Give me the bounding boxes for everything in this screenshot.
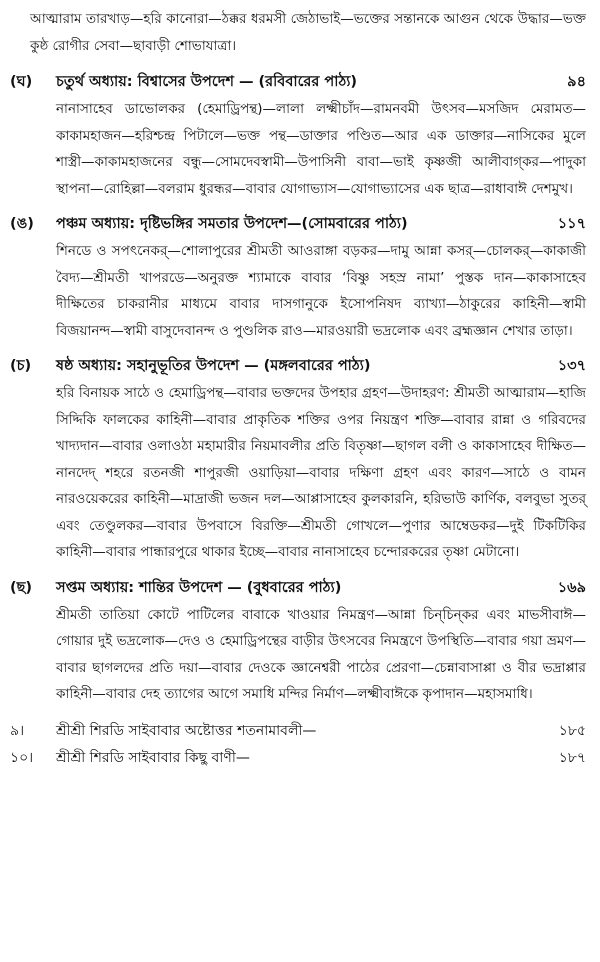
chapter-page-number: ১৬৯ bbox=[557, 579, 586, 596]
chapter-5 bbox=[10, 211, 586, 344]
chapter-heading bbox=[10, 211, 586, 238]
chapter-title: পঞ্চম অধ্যায়: দৃষ্টিভঙ্গির সমতার উপদেশ—(সোমবারের পাঠ্য) bbox=[56, 216, 408, 232]
list-item-page-number: ১৮৭ bbox=[558, 749, 586, 766]
chapter-4 bbox=[10, 69, 586, 202]
intro-paragraph: আত্মারাম তারখাড়—হরি কানোরা—ঠক্কর ধরমসী জেঠাভাই—ভক্তের সন্তানকে আগুন থেকে উদ্ধার—ভক্ত কুষ্ঠ রোগীর সেবা—ছাবাড়ী শোভাযাত্রা। bbox=[30, 11, 586, 54]
chapter-page-number: ৯৪ bbox=[567, 74, 586, 90]
chapter-summary: হরি বিনায়ক সাঠে ও হেমাড্রিপন্থ—বাবার ভক্তদের উপহার গ্রহণ—উদাহরণ: শ্রীমতী আত্মারাম—হাজি সিদ্দিকি ফালকের কাহিনী—বাবার প্রাকৃতিক শক্তির ওপর নিয়ন্ত্রণ শক্তি—বাবার রান্না ও গরিবদের খাদ্যদান—বাবার ওলাওঠা মহামারীর নিয়মাবলীর প্রতি বিতৃষ্ণা—ছাগল বলী ও কাকাসাহেব দীক্ষিত—নানদেদ্‌ শহরে রতনজী শাপুরজী ওয়াড়িয়া—বাবার দক্ষিণা গ্রহণ এবং কারণ—সাঠে ও বামন নারওয়েকরের কাহিনী—মাদ্রাজী ভজন দল—আপ্পাসাহেব কুলকারনি, হরিভাউ কার্ণিক, বলবুভা সুতর্ এবং তেণ্ডুলকর—বাবার উপবাসে বিরক্তি—শ্রীমতী গোখলে—পুণার আম্বেডকর—দুই টিকটিকির কাহিনী—বাবার পান্ধারপুরে থাকার ইচ্ছে—বাবার নানাসাহেব চন্দোরকরের তৃষ্ণা মেটানো। bbox=[56, 385, 586, 560]
chapter-label: (ছ) bbox=[10, 579, 33, 596]
chapter-label: (চ) bbox=[10, 358, 32, 374]
chapter-title: সপ্তম অধ্যায়: শান্তির উপদেশ — (বুধবারের পাঠ্য) bbox=[56, 579, 342, 596]
appendix-list bbox=[10, 718, 586, 772]
chapter-summary: নানাসাহেব ডাভোলকর (হেমাড্রিপন্থ)—লালা লক্ষ্মীচাঁদ—রামনবমী উৎসব—মসজিদ মেরামত—কাকামহাজন—হরিশ্চন্দ্র পিটালে—ভক্ত পন্থ—ডাক্তার পণ্ডিত—আর এক ডাক্তার—নাসিকের মুলে শাস্ত্রী—কাকামহাজনের বন্ধু—সোমদেবস্বামী—উপাসিনী বাবা—ভাই কৃষ্ণজী আলীবাগ্‌কর—পাদুকা স্থাপনা—রোহিল্লা—বলরাম ধুরন্ধর—বাবার যোগাভ্যাস—যোগাভ্যাসের এক ছাত্র—রাধাবাঈ দেশমুখ। bbox=[56, 101, 586, 197]
chapter-heading bbox=[10, 353, 586, 380]
list-item-title: শ্রীশ্রী শিরডি সাইবাবার অষ্টোত্তর শতনামাবলী— bbox=[56, 722, 317, 739]
chapter-6 bbox=[10, 353, 586, 566]
list-item-number: ৯। bbox=[10, 722, 25, 739]
chapter-summary: শ্রীমতী তাতিয়া কোটে পাটিলের বাবাকে খাওয়ার নিমন্ত্রণ—আন্না চিন্‌চিন্‌কর এবং মাভসীবাঈ—গোয়ার দুই ভদ্রলোক—দেও ও হেমাড্রিপন্থের বাড়ীর উৎসবের নিমন্ত্রণে উপস্থিতি—বাবার গয়া ভ্রমণ—বাবার ছাগলদের প্রতি দয়া—বাবার দেওকে জ্ঞানেশ্বরী পাঠের প্রেরণা—চেন্নাবাসাপ্পা ও বীর ভদ্রাপ্পার কাহিনী—বাবার দেহ ত্যাগের আগে সমাধি মন্দির নির্মাণ—লক্ষ্মীবাঈকে কৃপাদান—মহাসমাধি। bbox=[56, 606, 586, 702]
list-item bbox=[10, 718, 586, 745]
list-item-title: শ্রীশ্রী শিরডি সাইবাবার কিছু বাণী— bbox=[56, 749, 250, 766]
chapter-heading bbox=[10, 575, 586, 602]
chapter-page-number: ১৩৭ bbox=[557, 358, 586, 374]
list-item-number: ১০। bbox=[10, 749, 34, 766]
chapter-summary: শিনডে ও সপৎনেকর্—শোলাপুরের শ্রীমতী আওরাঙ্গা বড়কর—দামু আন্না কসর্—চোলকর্—কাকাজী বৈদ্য—শ্রীমতী খাপরডে—অনুরক্ত শ্যামাকে বাবার ‘বিষ্ণু সহস্র নামা’ পুস্তক দান—কাকাসাহেব দীক্ষিতের চাকরানীর মাধ্যমে বাবার দাসগানুকে ইসোপনিষদ ব্যাখ্যা—ঠাকুরের কাহিনী—স্বামী বিজয়ানন্দ—স্বামী বাসুদেবানন্দ ও পুণ্ডলিক রাও—মারওয়ারী ভদ্রলোক এবং ব্রহ্মজ্ঞান শেখার তাড়া। bbox=[56, 243, 586, 339]
list-item-page-number: ১৮৫ bbox=[558, 722, 586, 739]
chapter-7 bbox=[10, 575, 586, 708]
list-item bbox=[10, 745, 586, 772]
chapter-page-number: ১১৭ bbox=[557, 216, 586, 232]
chapter-label: (ঙ) bbox=[10, 216, 34, 232]
chapter-title: চতুর্থ অধ্যায়: বিশ্বাসের উপদেশ — (রবিবারের পাঠ্য) bbox=[56, 74, 358, 90]
chapter-heading bbox=[10, 69, 586, 96]
chapter-title: ষষ্ঠ অধ্যায়: সহানুভূতির উপদেশ — (মঙ্গলবারের পাঠ্য) bbox=[56, 358, 371, 374]
chapter-label: (ঘ) bbox=[10, 74, 33, 90]
